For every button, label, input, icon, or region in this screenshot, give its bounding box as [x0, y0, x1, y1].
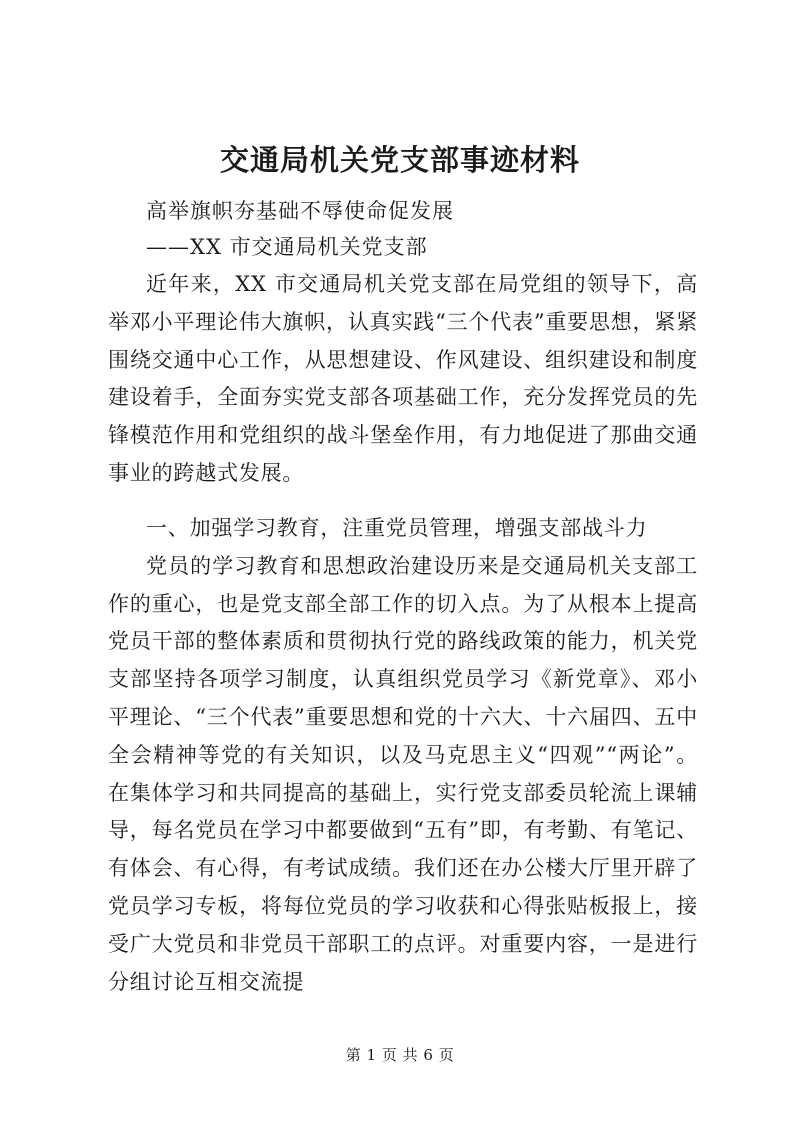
intro-paragraph: 近年来，XX 市交通局机关党支部在局党组的领导下，高举邓小平理论伟大旗帜，认真实践“三个代表”重要思想，紧紧围绕交通中心工作，从思想建设、作风建设、组织建设和制度建设着手，全面夯实党支部各项基础工作，充分发挥党员的先锋模范作用和党组织的战斗堡垒作用，有力地促进了那曲交通事业的跨越式发展。 — [108, 272, 698, 485]
section-one — [108, 510, 698, 1001]
page-footer: 第 1 页 共 6 页 — [345, 1046, 455, 1064]
section-heading: 一、加强学习教育，注重党员管理，增强支部战斗力 — [146, 516, 648, 540]
document-subtitle: 高举旗帜夯基础不辱使命促发展 — [146, 199, 454, 223]
section-paragraph: 党员的学习教育和思想政治建设历来是交通局机关支部工作的重心，也是党支部全部工作的切入点。为了从根本上提高党员干部的整体素质和贯彻执行党的路线政策的能力，机关党支部坚持各项学习制度，认真组织党员学习《新党章》、邓小平理论、“三个代表”重要思想和党的十六大、十六届四、五中全会精神等党的有关知识，以及马克思主义“四观”“两论”。在集体学习和共同提高的基础上，实行党支部委员轮流上课辅导，每名党员在学习中都要做到“五有”即，有考勤、有笔记、有体会、有心得，有考试成绩。我们还在办公楼大厅里开辟了党员学习专板，将每位党员的学习收获和心得张贴板报上，接受广大党员和非党员干部职工的点评。对重要内容，一是进行分组讨论互相交流提 — [108, 553, 698, 994]
intro-section — [108, 266, 698, 493]
document-title: 交通局机关党支部事迹材料 — [219, 143, 580, 177]
document-byline: ——XX 市交通局机关党支部 — [146, 235, 428, 259]
